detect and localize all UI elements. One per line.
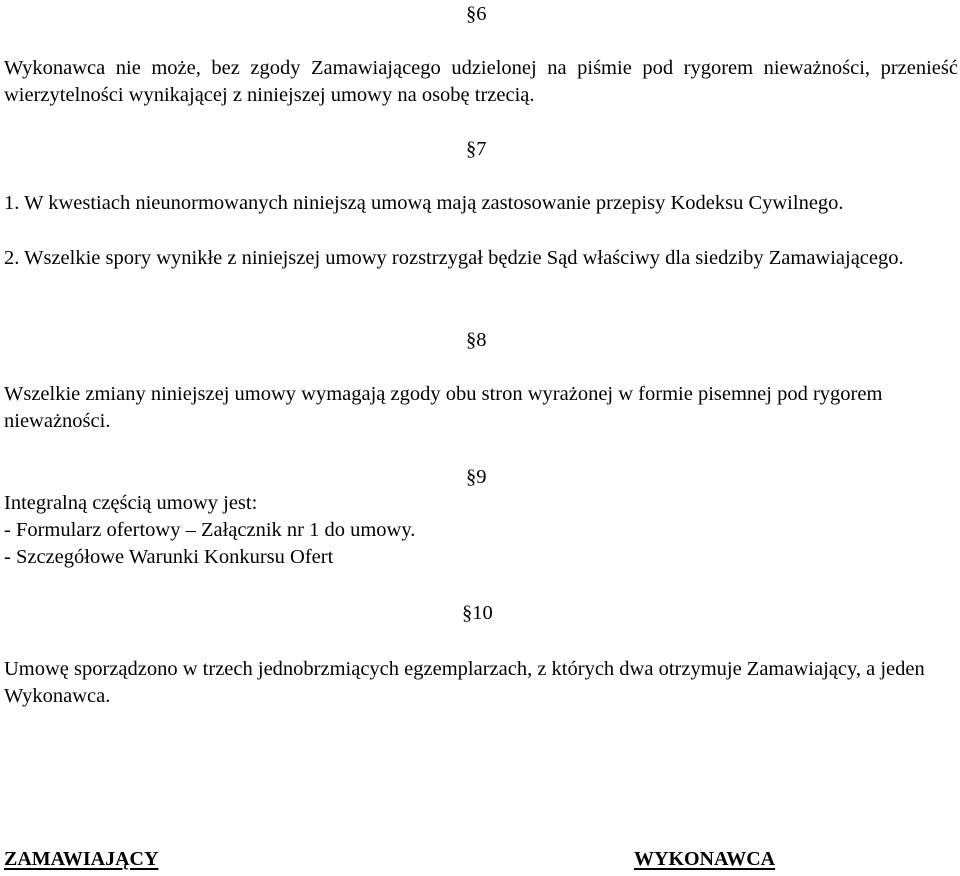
- paragraph-6: Wykonawca nie może, bez zgody Zamawiającego udzielonej na piśmie pod rygorem nieważności, przenieść wierzytelności wynikającej z niniejszej umowy na osobę trzecią.: [4, 57, 958, 106]
- attachment-item-2: - Szczegółowe Warunki Konkursu Ofert: [4, 546, 334, 568]
- paragraph-7-item-2: 2. Wszelkie spory wynikłe z niniejszej umowy rozstrzygał będzie Sąd właściwy dla siedziby Zamawiającego.: [4, 247, 904, 269]
- paragraph-7-item-1: 1. W kwestiach nieunormowanych niniejszą umową mają zastosowanie przepisy Kodeksu Cywilnego.: [4, 192, 844, 214]
- section-heading-10: §10: [462, 602, 493, 624]
- signature-zamawiajacy: ZAMAWIAJĄCY: [4, 848, 159, 870]
- attachments-intro: Integralną częścią umowy jest:: [4, 492, 258, 514]
- signature-wykonawca: WYKONAWCA: [634, 848, 776, 870]
- paragraph-9: [4, 490, 958, 571]
- section-heading-7: §7: [466, 138, 487, 160]
- section-heading-9: §9: [466, 466, 487, 488]
- paragraph-10: Umowę sporządzono w trzech jednobrzmiących egzemplarzach, z których dwa otrzymuje Zamawiający, a jeden Wykonawca.: [4, 658, 925, 707]
- section-heading-6: §6: [466, 3, 487, 25]
- paragraph-8: Wszelkie zmiany niniejszej umowy wymagają zgody obu stron wyrażonej w formie pisemnej pod rygorem nieważności.: [4, 383, 883, 432]
- section-heading-8: §8: [466, 329, 487, 351]
- attachment-item-1: - Formularz ofertowy – Załącznik nr 1 do umowy.: [4, 519, 416, 541]
